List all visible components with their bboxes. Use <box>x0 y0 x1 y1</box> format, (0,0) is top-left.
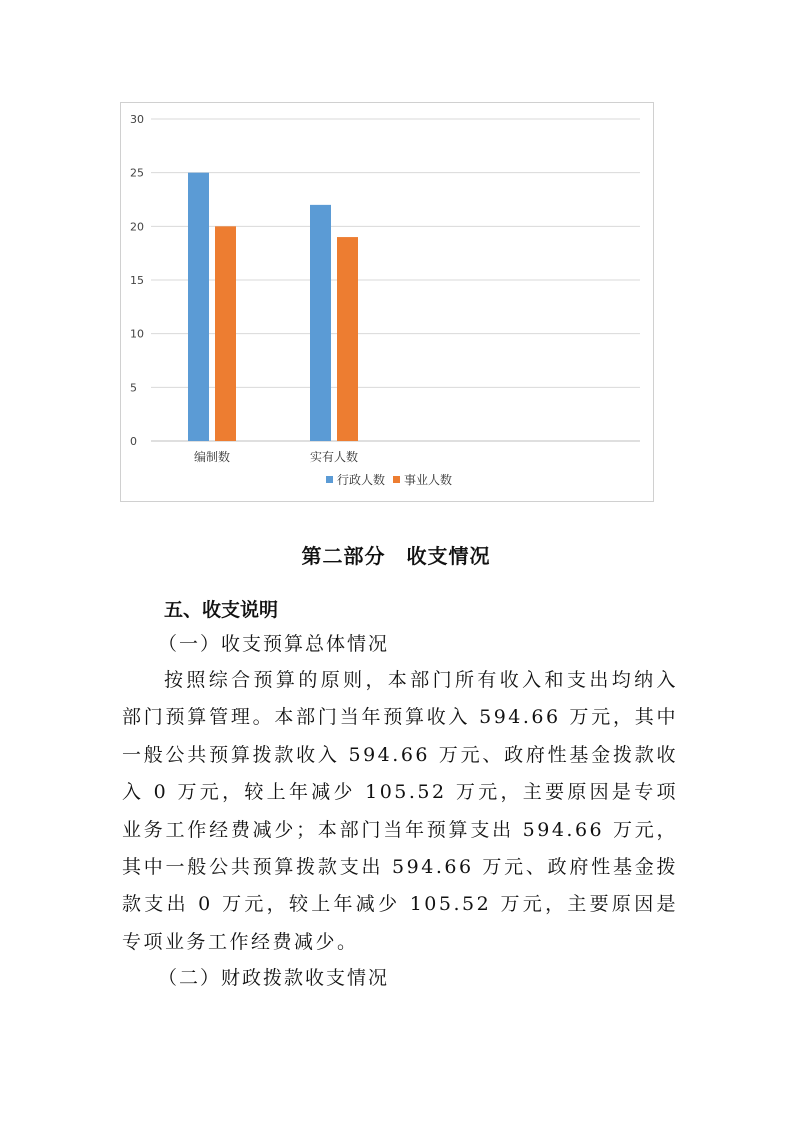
section-title: 第二部分 收支情况 <box>301 544 491 568</box>
item-1-body: 按照综合预算的原则，本部门所有收入和支出均纳入部门预算管理。本部门当年预算收入 594.66 万元，其中一般公共预算拨款收入 594.66 万元、政府性基金拨款收入 0 万元，较上年减少 105.52 万元，主要原因是专项业务工作经费减少；本部门当年预算支出 594.66 万元，其中一般公共预算拨款支出 594.66 万元、政府性基金拨款支出 0 万元，较上年减少 105.52 万元，主要原因是专项业务工作经费减少。 <box>122 669 678 953</box>
x-category-label: 实有人数 <box>309 450 359 464</box>
bar-chart-svg <box>121 103 653 501</box>
y-tick-label: 5 <box>130 381 137 395</box>
y-tick-label: 20 <box>130 220 144 234</box>
y-tick-label: 15 <box>130 274 144 287</box>
legend-label: 事业人数 <box>404 473 453 487</box>
heading-income-expenditure: 五、收支说明 <box>164 599 279 621</box>
bar <box>188 173 209 441</box>
bar <box>215 226 236 441</box>
y-tick-label: 10 <box>130 327 144 341</box>
legend-label: 行政人数 <box>337 473 386 487</box>
y-tick-label: 30 <box>130 113 144 126</box>
x-category-label: 编制数 <box>193 450 231 464</box>
bar <box>310 205 331 441</box>
legend-swatch <box>326 476 333 483</box>
legend-swatch <box>393 476 400 483</box>
y-tick-label: 0 <box>130 435 137 448</box>
bar <box>337 237 358 441</box>
item-2-heading: （二）财政拨款收支情况 <box>158 967 390 989</box>
item-1-heading: （一）收支预算总体情况 <box>158 633 390 655</box>
staffing-chart <box>120 102 654 502</box>
y-tick-label: 25 <box>130 166 144 180</box>
